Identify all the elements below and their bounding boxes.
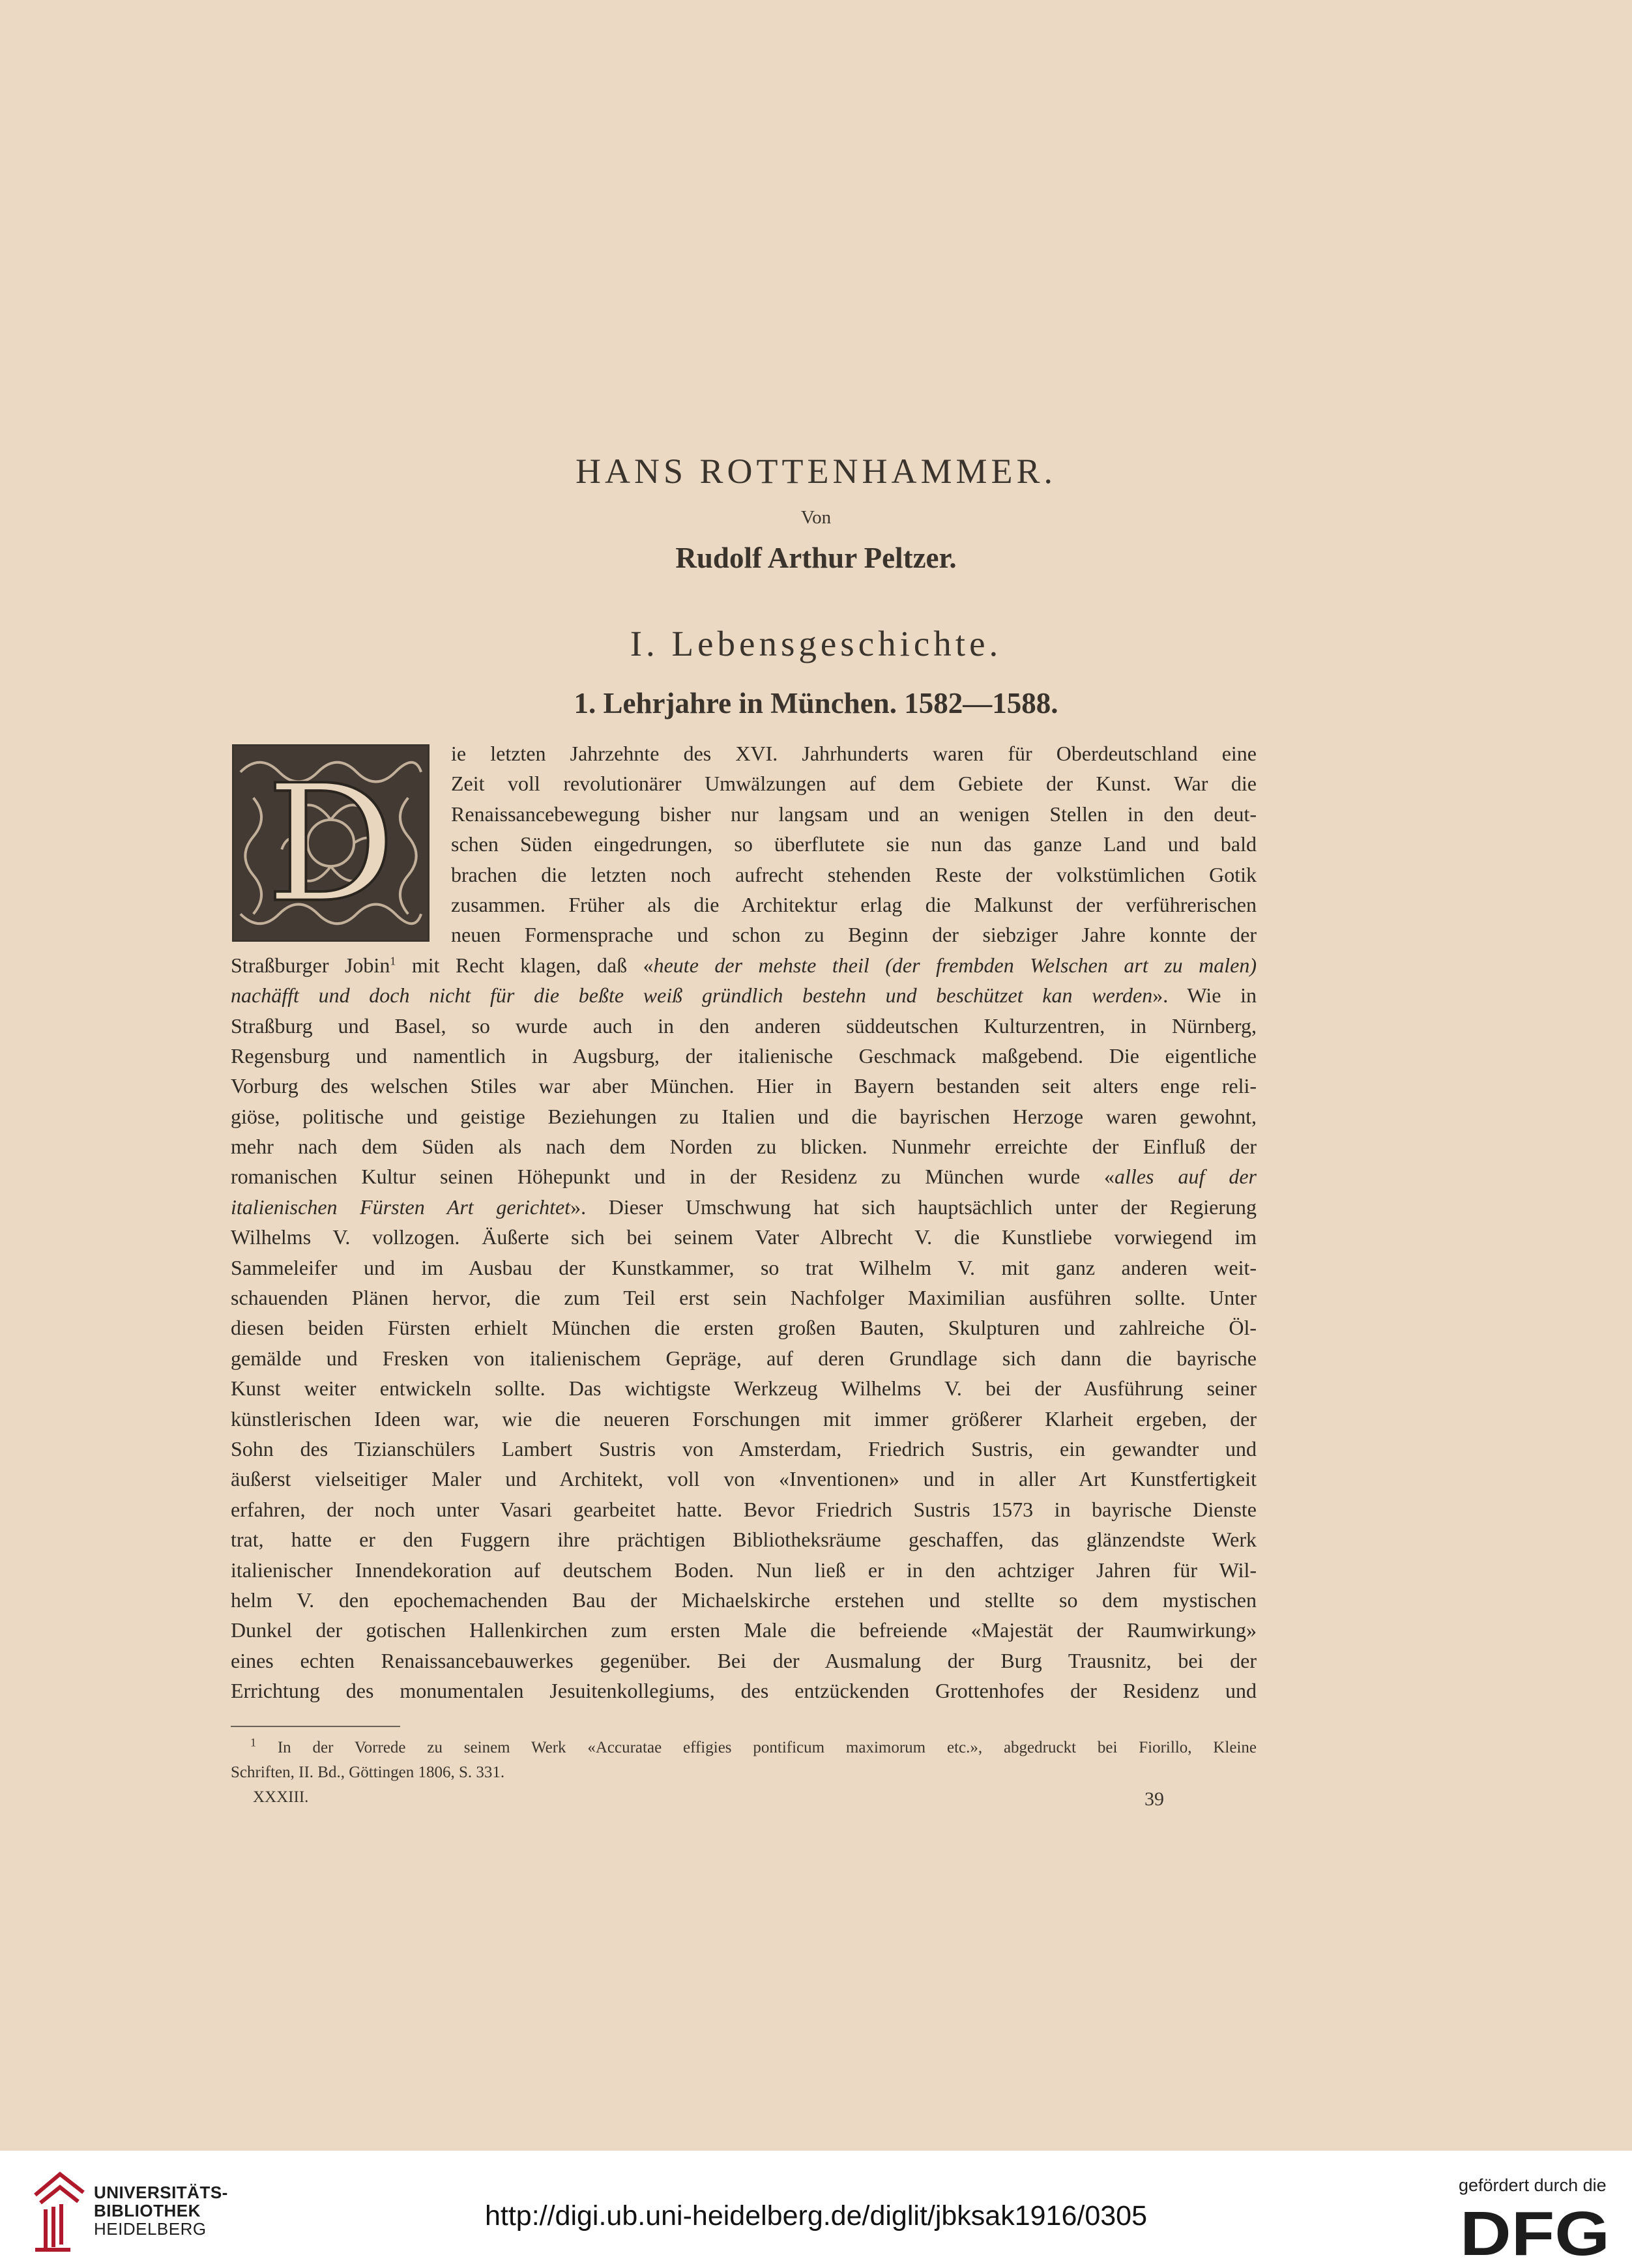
text-run: Renaissancebewegung bisher nur langsam und an wenigen Stellen in den deut- — [451, 802, 1257, 826]
body-line — [451, 799, 1257, 829]
body-line — [231, 980, 1257, 1010]
text-run: mehr nach dem Süden als nach dem Norden zu blicken. Nunmehr erreichte der Einfluß der — [231, 1135, 1257, 1159]
body-line — [451, 860, 1257, 890]
text-run: schauenden Plänen hervor, die zum Teil erst sein Nachfolger Maximilian ausführen sollte. Unter — [231, 1286, 1257, 1310]
body-line — [231, 1464, 1257, 1494]
text-run: Vorburg des welschen Stiles war aber München. Hier in Bayern bestanden seit alters enge reli- — [231, 1074, 1257, 1098]
body-line — [231, 1071, 1257, 1101]
text-run: künstlerischen Ideen war, wie die neueren Forschungen mit immer größerer Klarheit ergeben, der — [231, 1406, 1257, 1431]
body-text — [231, 738, 1257, 1706]
text-run: zusammen. Früher als die Architektur erlag die Malkunst der verführerischen — [451, 892, 1257, 916]
source-url[interactable]: http://digi.ub.uni-heidelberg.de/diglit/jbksak1916/0305 — [484, 2200, 1147, 2232]
text-run: Errichtung des monumentalen Jesuitenkollegiums, des entzückenden Grottenhofes der Residenz und — [231, 1679, 1257, 1703]
body-line — [231, 1373, 1257, 1403]
initial-letter: D — [266, 750, 396, 938]
text-run: gemälde und Fresken von italienischem Gepräge, auf deren Grundlage sich dann die bayrische — [231, 1346, 1257, 1370]
text-run: Straßburg und Basel, so wurde auch in den anderen süddeutschen Kulturzentren, in Nürnberg, — [231, 1013, 1257, 1038]
page-number: 39 — [1144, 1788, 1164, 1810]
footnote-reference: 1 — [390, 954, 396, 968]
text-run: Kunst weiter entwickeln sollte. Das wichtigste Werkzeug Wilhelms V. bei der Ausführung seiner — [231, 1376, 1257, 1401]
body-line — [231, 1343, 1257, 1373]
body-line — [231, 1404, 1257, 1434]
text-run: mit Recht klagen, daß « — [396, 953, 654, 977]
text-run: Zeit voll revolutionärer Umwälzungen auf dem Gebiete der Kunst. War die — [451, 772, 1257, 796]
footnote-rule — [231, 1726, 400, 1727]
library-name-line-3: HEIDELBERG — [94, 2219, 207, 2239]
body-line — [231, 1041, 1257, 1071]
body-line — [231, 1434, 1257, 1464]
body-line — [231, 1646, 1257, 1676]
text-run: trat, hatte er den Fuggern ihre prächtigen Bibliotheksräume geschaffen, das glänzendste Werk — [231, 1528, 1257, 1552]
body-line — [231, 950, 1257, 980]
chapter-heading: 1. Lehrjahre in München. 1582—1588. — [574, 687, 1058, 720]
body-line — [451, 738, 1257, 768]
body-line — [451, 829, 1257, 859]
body-line — [231, 1131, 1257, 1161]
body-line — [231, 1222, 1257, 1252]
body-line — [231, 1011, 1257, 1041]
body-line — [451, 890, 1257, 920]
footnote-line-1 — [250, 1736, 1257, 1760]
author-name: Rudolf Arthur Peltzer. — [675, 542, 957, 574]
text-run: äußerst vielseitiger Maler und Architekt, voll von «Inventionen» und in aller Art Kunstfertigkeit — [231, 1467, 1257, 1491]
article-title: HANS ROTTENHAMMER. — [575, 452, 1057, 491]
text-run: helm V. den epochemachenden Bau der Michaelskirche erstehen und stellte so dem mystischen — [231, 1588, 1257, 1612]
text-run: brachen die letzten noch aufrecht stehenden Reste der volkstümlichen Gotik — [451, 862, 1257, 886]
body-line — [231, 1585, 1257, 1615]
footer-bar — [0, 2151, 1632, 2268]
italic-quote: nachäfft und doch nicht für die beßte weiß gründlich bestehn und beschützet kan werden — [231, 983, 1153, 1008]
text-run: neuen Formensprache und schon zu Beginn der siebziger Jahre konnte der — [451, 923, 1257, 947]
text-run: Sammeleifer und im Ausbau der Kunstkammer, so trat Wilhelm V. mit ganz anderen weit- — [231, 1255, 1257, 1279]
body-line — [231, 1555, 1257, 1585]
text-run: giöse, politische und geistige Beziehungen zu Italien und die bayrischen Herzoge waren gewohnt, — [231, 1104, 1257, 1128]
body-line — [231, 1283, 1257, 1313]
signature-mark: XXXIII. — [253, 1788, 309, 1806]
library-name-line-1: UNIVERSITÄTS- — [94, 2183, 228, 2202]
footnote — [231, 1736, 1257, 1785]
body-line — [231, 1192, 1257, 1222]
body-line — [451, 920, 1257, 950]
dfg-logo — [1460, 2203, 1610, 2259]
body-line — [231, 1494, 1257, 1524]
text-run: Sohn des Tizianschülers Lambert Sustris von Amsterdam, Friedrich Sustris, ein gewandter und — [231, 1436, 1257, 1461]
italic-quote: heute der mehste theil (der frembden Welschen art zu malen) — [653, 953, 1257, 977]
text-run: Regensburg und namentlich in Augsburg, der italienische Geschmack maßgebend. Die eigentliche — [231, 1043, 1257, 1068]
text-run: diesen beiden Fürsten erhielt München die ersten großen Bauten, Skulpturen und zahlreiche Öl- — [231, 1316, 1257, 1340]
body-line — [231, 1313, 1257, 1343]
footnote-text-1: In der Vorrede zu seinem Werk «Accuratae effigies pontificum maximorum etc.», abgedruckt bei Fiorillo, Kleine — [256, 1739, 1257, 1756]
body-line — [231, 1615, 1257, 1645]
text-run: ». Dieser Umschwung hat sich hauptsächlich unter der Regierung — [570, 1195, 1257, 1219]
body-line — [231, 1161, 1257, 1191]
part-heading: I. Lebensgeschichte. — [630, 624, 1002, 663]
library-name-line-2: BIBLIOTHEK — [94, 2201, 201, 2220]
body-line — [231, 1676, 1257, 1706]
footnote-marker: 1 — [250, 1736, 256, 1749]
text-run: Dunkel der gotischen Hallenkirchen zum ersten Male die befreiende «Majestät der Raumwirkung» — [231, 1618, 1257, 1642]
italic-quote: alles auf der — [1115, 1165, 1257, 1189]
body-line — [451, 768, 1257, 798]
byline-von: Von — [800, 507, 832, 528]
body-line — [231, 1101, 1257, 1131]
text-run: erfahren, der noch unter Vasari gearbeitet hatte. Bevor Friedrich Sustris 1573 in bayrische Dienste — [231, 1497, 1257, 1521]
funding-label: gefördert durch die — [1459, 2175, 1607, 2195]
text-run: Wilhelms V. vollzogen. Äußerte sich bei seinem Vater Albrecht V. die Kunstliebe vorwiegend im — [231, 1225, 1257, 1249]
text-run: Straßburger Jobin — [231, 953, 390, 977]
body-line — [231, 1253, 1257, 1283]
footnote-line-2: Schriften, II. Bd., Göttingen 1806, S. 331. — [231, 1764, 505, 1781]
text-run: ». Wie in — [1152, 983, 1257, 1008]
text-run: romanischen Kultur seinen Höhepunkt und in der Residenz zu München wurde « — [231, 1165, 1115, 1189]
text-run: italienischer Innendekoration auf deutschem Boden. Nun ließ er in den achtziger Jahren für Wil- — [231, 1558, 1257, 1582]
text-run: eines echten Renaissancebauwerkes gegenüber. Bei der Ausmalung der Burg Trausnitz, bei der — [231, 1648, 1257, 1672]
body-line — [231, 1524, 1257, 1554]
dfg-logo-text: DFG — [1460, 2203, 1610, 2259]
text-run: ie letzten Jahrzehnte des XVI. Jahrhunderts waren für Oberdeutschland eine — [451, 742, 1257, 765]
text-run: schen Süden eingedrungen, so überflutete sie nun das ganze Land und bald — [451, 832, 1257, 856]
italic-quote: italienischen Fürsten Art gerichtet — [231, 1195, 571, 1219]
